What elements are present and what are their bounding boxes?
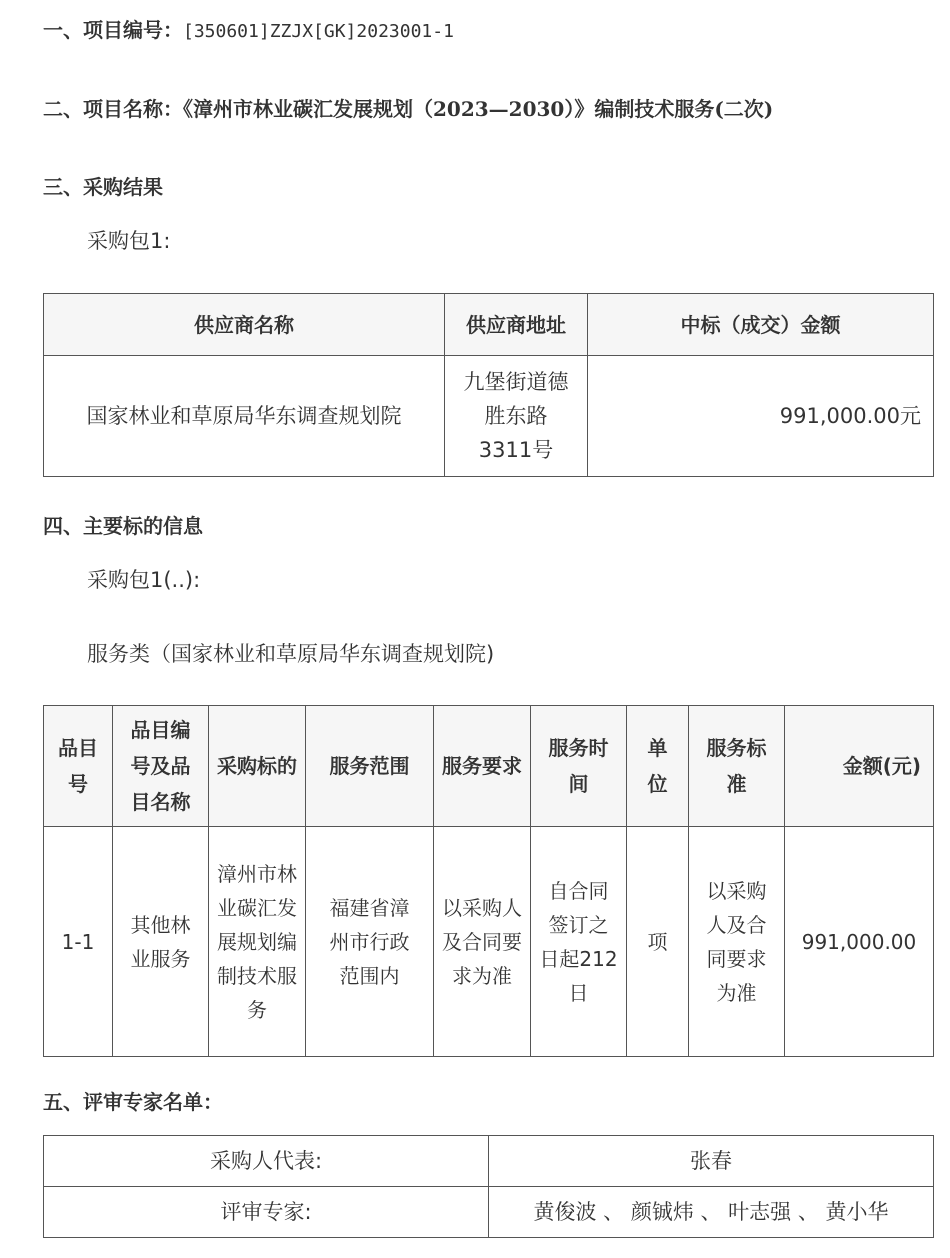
- table-row: [44, 1187, 934, 1238]
- project-number-label: 一、项目编号：: [43, 18, 183, 42]
- review-experts-value: 黄俊波 、 颜铖炜 、 叶志强 、 黄小华: [489, 1187, 934, 1238]
- header-scope: 服务范围: [306, 706, 434, 827]
- service-category-label: 服务类（国家林业和草原局华东调查规划院): [87, 642, 495, 666]
- project-number-value: [350601]ZZJX[GK]2023001-1: [183, 21, 454, 42]
- review-experts-label: 评审专家:: [44, 1187, 489, 1238]
- table-row: [44, 827, 934, 1057]
- header-item-no: 品目号: [44, 706, 113, 827]
- header-time: 服务时间: [531, 706, 627, 827]
- table-header-row: [44, 706, 934, 827]
- main-subject-table: [43, 705, 934, 1057]
- unit: 项: [627, 827, 689, 1057]
- purchaser-representative-value: 张春: [489, 1136, 934, 1187]
- item-no: 1-1: [44, 827, 113, 1057]
- supplier-address: 九堡街道德胜东路3311号: [445, 356, 588, 477]
- project-name: [43, 97, 773, 121]
- header-amount: 金额(元): [785, 706, 934, 827]
- project-name-label: 二、项目名称：: [43, 97, 183, 121]
- service-standard: 以采购人及合同要求为准: [689, 827, 785, 1057]
- table-row: [44, 356, 934, 477]
- section-main-subject-title: 四、主要标的信息: [43, 514, 203, 538]
- header-requirement: 服务要求: [434, 706, 531, 827]
- header-subject: 采购标的: [209, 706, 306, 827]
- project-name-value: 《漳州市林业碳汇发展规划（2023—2030）》编制技术服务(二次): [183, 97, 774, 121]
- supplier-name: 国家林业和草原局华东调查规划院: [44, 356, 445, 477]
- section-expert-list-title: 五、评审专家名单：: [43, 1090, 223, 1114]
- item-name: 其他林业服务: [113, 827, 209, 1057]
- expert-list-table: [43, 1135, 934, 1238]
- header-supplier-name: 供应商名称: [44, 294, 445, 356]
- header-item-code-name: 品目编号及品目名称: [113, 706, 209, 827]
- bid-amount: 991,000.00元: [588, 356, 934, 477]
- package-label-2: 采购包1(..):: [87, 568, 201, 592]
- section-procurement-result-title: 三、采购结果: [43, 175, 163, 199]
- procurement-subject: 漳州市林业碳汇发展规划编制技术服务: [209, 827, 306, 1057]
- header-supplier-address: 供应商地址: [445, 294, 588, 356]
- purchaser-representative-label: 采购人代表:: [44, 1136, 489, 1187]
- service-time: 自合同签订之日起212日: [531, 827, 627, 1057]
- package-label: 采购包1:: [87, 229, 171, 253]
- service-scope: 福建省漳州市行政范围内: [306, 827, 434, 1057]
- amount: 991,000.00: [785, 827, 934, 1057]
- procurement-result-table: [43, 293, 934, 477]
- header-unit: 单位: [627, 706, 689, 827]
- project-number: [43, 18, 454, 44]
- header-standard: 服务标准: [689, 706, 785, 827]
- table-row: [44, 1136, 934, 1187]
- table-header-row: [44, 294, 934, 356]
- header-bid-amount: 中标（成交）金额: [588, 294, 934, 356]
- service-requirement: 以采购人及合同要求为准: [434, 827, 531, 1057]
